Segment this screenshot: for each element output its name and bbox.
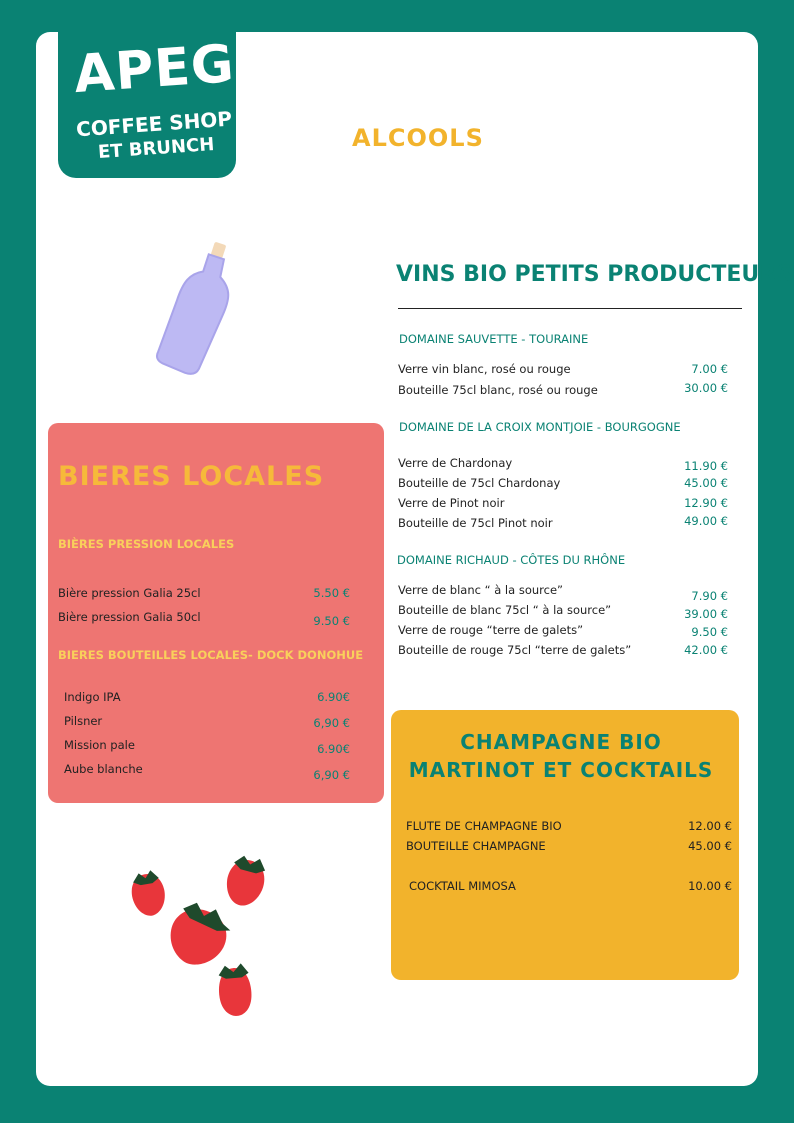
item-price: 6,90 € bbox=[313, 768, 350, 782]
logo bbox=[58, 30, 282, 178]
item-price: 5.50 € bbox=[313, 586, 350, 600]
item-label: Mission pale bbox=[64, 738, 135, 752]
strawberry-icon bbox=[222, 852, 270, 910]
item-price: 12.00 € bbox=[688, 819, 732, 833]
strawberry-icon bbox=[122, 848, 282, 1023]
item-price: 7.00 € bbox=[691, 362, 728, 376]
logo-line2: COFFEE SHOP bbox=[75, 106, 233, 142]
list-item bbox=[406, 819, 732, 837]
wines-title: VINS BIO PETITS PRODUCTEURS bbox=[396, 262, 793, 287]
item-label: Pilsner bbox=[64, 714, 103, 728]
item-price: 6.90€ bbox=[317, 742, 350, 756]
champagne-title-line1: CHAMPAGNE BIO bbox=[460, 730, 662, 754]
list-item bbox=[398, 643, 728, 661]
logo-line3: ET BRUNCH bbox=[97, 133, 215, 164]
strawberry-icon bbox=[217, 963, 254, 1018]
item-label: Bouteille de 75cl Pinot noir bbox=[398, 516, 553, 530]
item-price: 12.90 € bbox=[684, 496, 728, 510]
wine-domain-richaud: DOMAINE RICHAUD - CÔTES DU RHÔNE bbox=[397, 553, 626, 567]
beers-bottles-title: BIERES BOUTEILLES LOCALES- DOCK DONOHUE bbox=[58, 648, 364, 662]
strawberry-icon bbox=[160, 896, 236, 975]
list-item bbox=[398, 362, 728, 380]
list-item bbox=[64, 738, 350, 756]
list-item bbox=[58, 586, 350, 604]
item-label: Bouteille 75cl blanc, rosé ou rouge bbox=[398, 383, 598, 397]
list-item bbox=[398, 514, 728, 532]
item-price: 6,90 € bbox=[313, 716, 350, 730]
item-label: Verre de rouge “terre de galets” bbox=[398, 623, 584, 637]
item-price: 7.90 € bbox=[691, 589, 728, 603]
list-item bbox=[58, 610, 350, 628]
wines-section bbox=[396, 262, 793, 657]
list-item bbox=[64, 714, 350, 732]
list-item bbox=[398, 496, 728, 514]
item-label: Bouteille de rouge 75cl “terre de galets” bbox=[398, 643, 632, 657]
item-label: Verre de Pinot noir bbox=[398, 496, 505, 510]
item-price: 49.00 € bbox=[684, 514, 728, 528]
item-price: 9.50 € bbox=[313, 614, 350, 628]
beers-section bbox=[48, 423, 384, 803]
item-label: Bouteille de 75cl Chardonay bbox=[398, 476, 561, 490]
item-price: 45.00 € bbox=[684, 476, 728, 490]
item-price: 10.00 € bbox=[688, 879, 732, 893]
list-item bbox=[398, 623, 728, 641]
list-item bbox=[409, 879, 732, 897]
item-label: Verre de blanc “ à la source” bbox=[398, 583, 563, 597]
list-item bbox=[398, 603, 728, 621]
wines-divider bbox=[398, 308, 742, 309]
wine-domain-croix-montjoie: DOMAINE DE LA CROIX MONTJOIE - BOURGOGNE bbox=[399, 420, 681, 434]
list-item bbox=[398, 583, 728, 601]
page-title: ALCOOLS bbox=[352, 124, 484, 152]
item-price: 30.00 € bbox=[684, 381, 728, 395]
champagne-section bbox=[391, 710, 739, 980]
item-label: Bière pression Galia 50cl bbox=[58, 610, 201, 624]
item-price: 45.00 € bbox=[688, 839, 732, 853]
bottle-icon bbox=[148, 236, 238, 376]
wine-domain-sauvette: DOMAINE SAUVETTE - TOURAINE bbox=[399, 332, 589, 346]
item-price: 11.90 € bbox=[684, 459, 728, 473]
item-price: 42.00 € bbox=[684, 643, 728, 657]
beers-pression-title: BIÈRES PRESSION LOCALES bbox=[58, 537, 235, 551]
item-label: Verre de Chardonay bbox=[398, 456, 513, 470]
item-label: COCKTAIL MIMOSA bbox=[409, 879, 516, 893]
list-item bbox=[398, 381, 728, 399]
item-label: Aube blanche bbox=[64, 762, 143, 776]
beers-title: BIERES LOCALES bbox=[58, 461, 325, 492]
champagne-title-line2: MARTINOT ET COCKTAILS bbox=[408, 758, 714, 782]
list-item bbox=[64, 690, 350, 708]
item-label: FLUTE DE CHAMPAGNE BIO bbox=[406, 819, 562, 833]
list-item bbox=[398, 476, 728, 494]
item-label: Verre vin blanc, rosé ou rouge bbox=[398, 362, 571, 376]
item-label: Indigo IPA bbox=[64, 690, 121, 704]
list-item bbox=[64, 762, 350, 780]
item-label: BOUTEILLE CHAMPAGNE bbox=[406, 839, 546, 853]
list-item bbox=[406, 839, 732, 857]
item-label: Bière pression Galia 25cl bbox=[58, 586, 201, 600]
logo-line1: APEGO bbox=[72, 30, 282, 106]
item-price: 9.50 € bbox=[691, 625, 728, 639]
list-item bbox=[398, 456, 728, 474]
item-price: 6.90€ bbox=[317, 690, 350, 704]
item-label: Bouteille de blanc 75cl “ à la source” bbox=[398, 603, 612, 617]
item-price: 39.00 € bbox=[684, 607, 728, 621]
strawberry-icon bbox=[128, 868, 168, 918]
